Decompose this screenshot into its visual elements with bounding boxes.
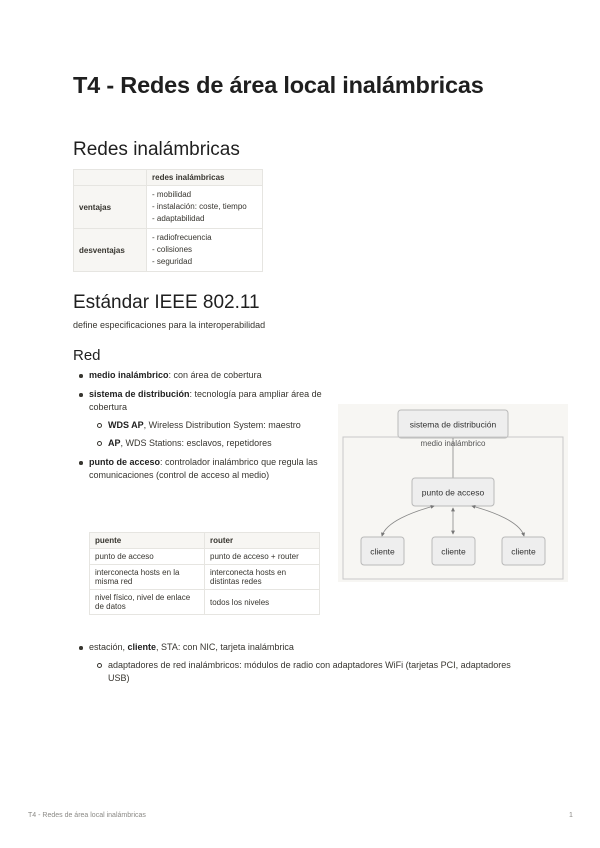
edge-left [382, 506, 434, 536]
term-text: , STA: con NIC, tarjeta inalámbrica [156, 642, 294, 652]
footer-title: T4 - Redes de área local inalámbricas [28, 812, 146, 819]
table-header-cell: router [205, 533, 320, 549]
sub-list [89, 659, 528, 685]
diagram-svg [338, 404, 568, 582]
table-row [90, 590, 320, 615]
term-text: , WDS Stations: esclavos, repetidores [120, 438, 272, 448]
client-label: cliente [370, 546, 395, 557]
list-item [78, 369, 328, 382]
term-text: estación, [89, 642, 128, 652]
table-cell: interconecta hosts en la misma red [90, 565, 205, 590]
edge-right [472, 506, 524, 536]
table-cell: todos los niveles [205, 590, 320, 615]
table-row [74, 186, 263, 229]
bridge-router-table [89, 532, 320, 615]
list-line: - adaptabilidad [152, 214, 205, 223]
page-title: T4 - Redes de área local inalámbricas [73, 72, 484, 98]
page-number: 1 [569, 812, 573, 819]
network-diagram [338, 404, 568, 582]
list-item [89, 419, 328, 432]
term-text: : tecnología para ampliar área de cobertura [89, 389, 322, 412]
table-header-cell: puente [90, 533, 205, 549]
row-label-ventajas: ventajas [74, 186, 147, 229]
term-bold: WDS AP [108, 420, 144, 430]
access-point-label: punto de acceso [421, 487, 485, 498]
section-heading-ieee: Estándar IEEE 802.11 [73, 292, 260, 313]
term-bold: sistema de distribución [89, 389, 190, 399]
station-bullet-list [78, 641, 528, 690]
table-header-row [90, 533, 320, 549]
list-item [78, 388, 328, 450]
list-item [78, 456, 328, 482]
table-row [74, 229, 263, 272]
row-label-desventajas: desventajas [74, 229, 147, 272]
term-text: , Wireless Distribution System: maestro [143, 420, 301, 430]
list-item [89, 437, 328, 450]
section-heading-redes: Redes inalámbricas [73, 139, 240, 160]
section-heading-red: Red [73, 347, 101, 364]
table-cell: nivel físico, nivel de enlace de datos [90, 590, 205, 615]
table-header-row [74, 170, 263, 186]
term-text: : con área de cobertura [168, 370, 262, 380]
client-label: cliente [511, 546, 536, 557]
table-header-cell: redes inalámbricas [147, 170, 263, 186]
table-cell: punto de acceso + router [205, 549, 320, 565]
table-cell: punto de acceso [90, 549, 205, 565]
wireless-pros-cons-table [73, 169, 263, 272]
list-item [78, 641, 528, 685]
distribution-system-label: sistema de distribución [409, 419, 497, 430]
wireless-medium-label: medio inalámbrico [420, 439, 486, 448]
list-line: - seguridad [152, 257, 193, 266]
term-bold: AP [108, 438, 121, 448]
term-text: : controlador inalámbrico que regula las comunicaciones (control de acceso al medio) [89, 457, 318, 480]
table-cell [147, 229, 263, 272]
table-header-cell [74, 170, 147, 186]
list-line: - instalación: coste, tiempo [152, 202, 247, 211]
sub-list [89, 419, 328, 450]
list-line: - radiofrecuencia [152, 233, 212, 242]
term-bold: cliente [127, 642, 157, 652]
client-label: cliente [441, 546, 466, 557]
term-bold: punto de acceso [89, 457, 161, 467]
ieee-description: define especificaciones para la interoperabilidad [73, 320, 266, 330]
table-row [90, 565, 320, 590]
red-bullet-list [78, 369, 328, 488]
table-cell [147, 186, 263, 229]
list-line: - mobilidad [152, 190, 192, 199]
term-text: adaptadores de red inalámbricos: módulos de radio con adaptadores WiFi (tarjetas PCI, adaptadores USB) [108, 660, 511, 683]
term-bold: medio inalámbrico [89, 370, 169, 380]
table-cell: interconecta hosts en distintas redes [205, 565, 320, 590]
table-row [90, 549, 320, 565]
list-line: - colisiones [152, 245, 193, 254]
list-item [89, 659, 528, 685]
